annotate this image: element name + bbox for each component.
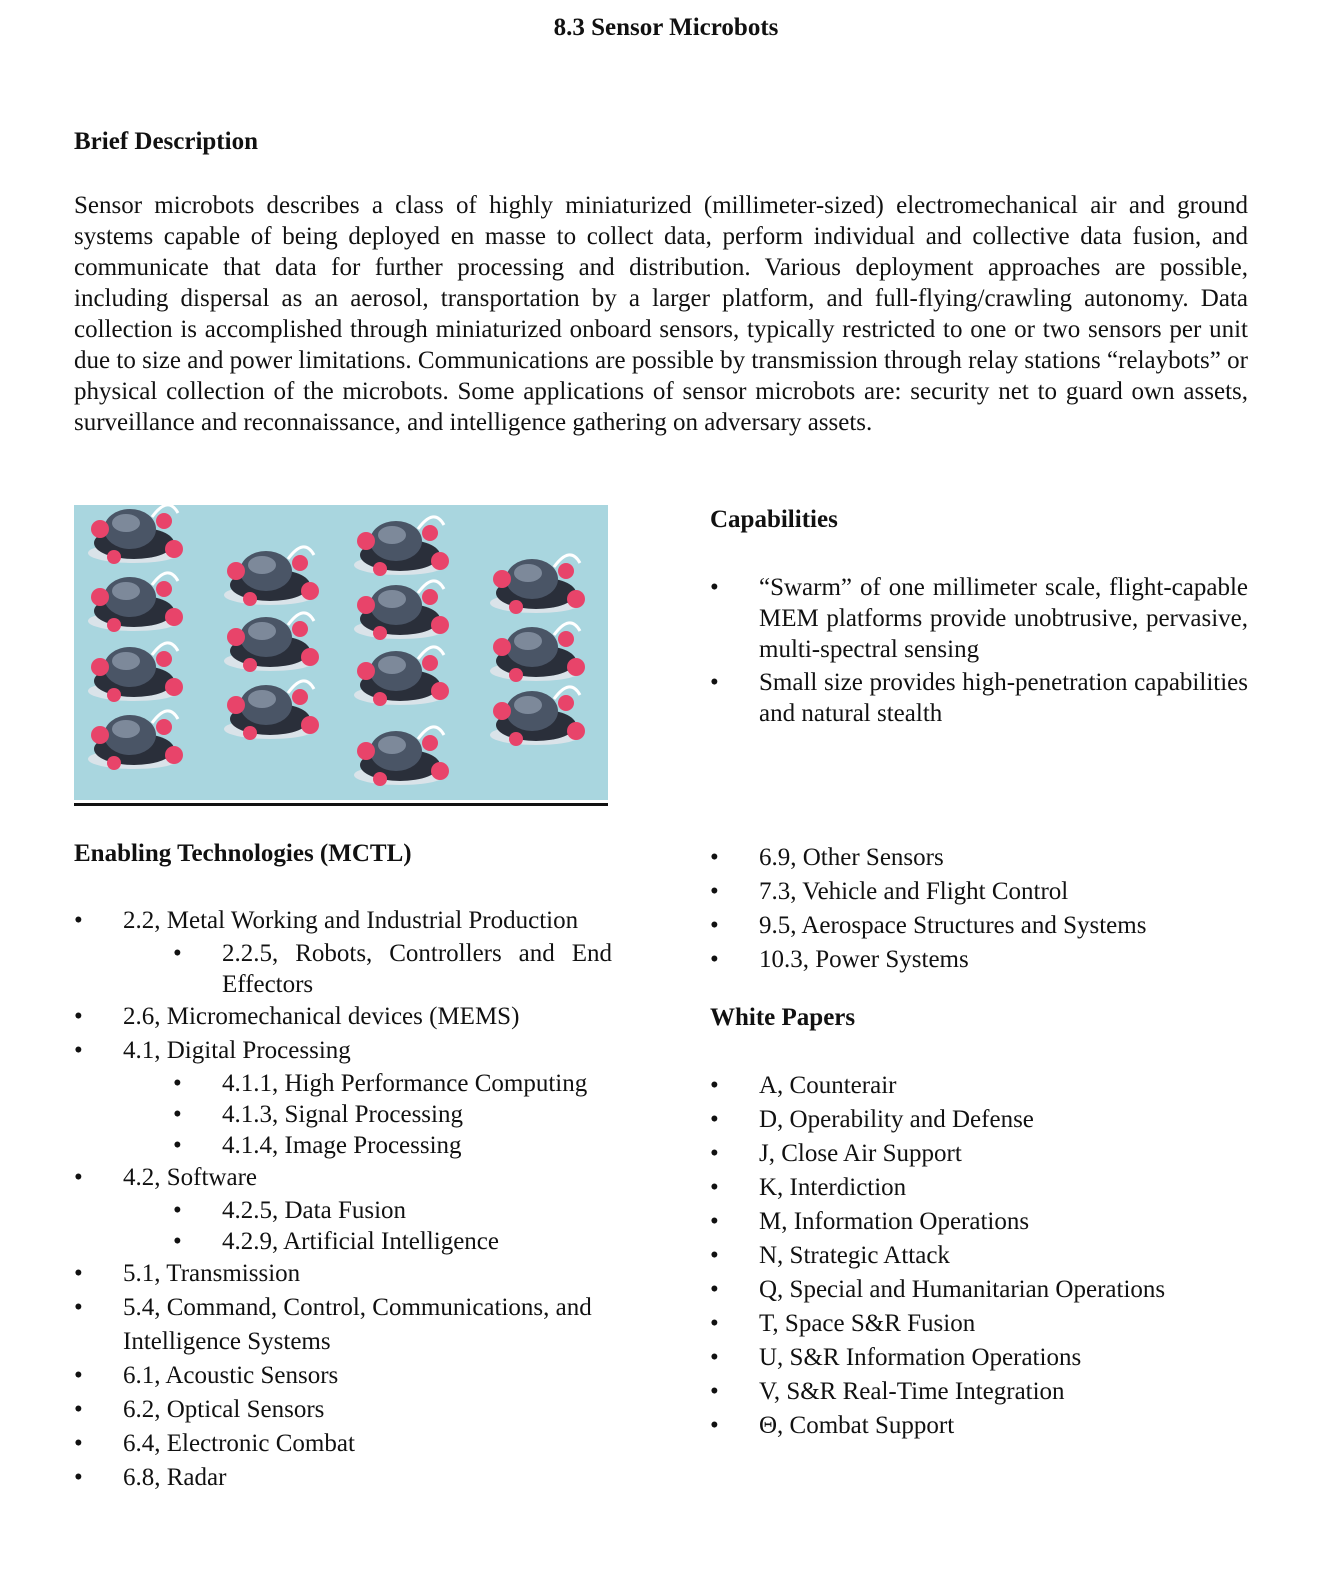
list-item: • 6.8, Radar	[74, 1461, 644, 1495]
list-item: • 6.1, Acoustic Sensors	[74, 1359, 644, 1393]
microbot-icon	[354, 581, 449, 640]
white-papers-heading: White Papers	[710, 1004, 856, 1031]
list-item-text: • 2.2.5, Robots, Controllers and End Effectors	[222, 940, 612, 998]
capabilities-list	[710, 572, 1248, 731]
list-item: • 4.1, Digital Processing	[74, 1034, 644, 1068]
list-item	[74, 1226, 644, 1257]
list-item	[74, 1195, 644, 1226]
list-item	[74, 1291, 644, 1359]
list-item	[74, 1130, 644, 1161]
microbot-icon	[490, 623, 585, 682]
brief-description-heading: Brief Description	[74, 128, 258, 155]
list-item: • M, Information Operations	[710, 1205, 1270, 1239]
microbot-icon	[354, 727, 449, 786]
list-item	[74, 1099, 644, 1130]
list-item: • 10.3, Power Systems	[710, 943, 1270, 977]
list-item: • K, Interdiction	[710, 1171, 1270, 1205]
microbot-icon	[490, 687, 585, 746]
list-item: • N, Strategic Attack	[710, 1239, 1270, 1273]
list-item-text: • 4.2.5, Data Fusion	[222, 1197, 407, 1224]
list-item: • 5.1, Transmission	[74, 1257, 644, 1291]
list-item: • Q, Special and Humanitarian Operations	[710, 1273, 1270, 1307]
list-item: • A, Counterair	[710, 1069, 1270, 1103]
list-item: • D, Operability and Defense	[710, 1103, 1270, 1137]
figure-divider	[74, 803, 608, 806]
brief-description-text: Sensor microbots describes a class of highly miniaturized (millimeter-sized) electromechanical air and ground systems capable of being deployed en masse to collect data, perform individual and collective data fusion, and communicate that data for further processing and distribution. Various deployment approaches are possible, including dispersal as an aerosol, transportation by a larger platform, and full-flying/crawling autonomy. Data collection is accomplished through miniaturized onboard sensors, typically restricted to one or two sensors per unit due to size and power limitations. Communications are possible by transmission through relay stations “relaybots” or physical collection of the microbots. Some applications of sensor microbots are: security net to guard own assets, surveillance and reconnaissance, and intelligence gathering on adversary assets.	[74, 192, 1248, 436]
list-item: • U, S&R Information Operations	[710, 1341, 1270, 1375]
microbot-icon	[88, 711, 183, 770]
list-item: • “Swarm” of one millimeter scale, flight-capable MEM platforms provide unobtrusive, pervasive, multi-spectral sensing	[710, 572, 1248, 665]
page-title: 8.3 Sensor Microbots	[553, 14, 779, 41]
list-item-text: • 4.1.1, High Performance Computing	[222, 1070, 588, 1097]
microbot-icon	[88, 643, 183, 702]
list-item: • T, Space S&R Fusion	[710, 1307, 1270, 1341]
microbots-illustration	[74, 505, 608, 800]
microbots-figure	[74, 505, 608, 800]
list-item: • V, S&R Real-Time Integration	[710, 1375, 1270, 1409]
enabling-technologies-list	[74, 904, 644, 1495]
list-item: • 7.3, Vehicle and Flight Control	[710, 875, 1270, 909]
list-item: • 2.6, Micromechanical devices (MEMS)	[74, 1000, 644, 1034]
list-item-text: • 4.1.3, Signal Processing	[222, 1101, 463, 1128]
list-item: • Small size provides high-penetration capabilities and natural stealth	[710, 667, 1248, 729]
microbot-icon	[224, 547, 319, 606]
white-papers-list	[710, 1069, 1270, 1443]
list-item: • 4.2, Software	[74, 1161, 644, 1195]
list-item	[74, 1068, 644, 1099]
microbot-icon	[354, 647, 449, 706]
list-item-text: • 4.1.4, Image Processing	[222, 1132, 462, 1159]
microbot-icon	[88, 505, 183, 564]
list-item-text: • 5.4, Command, Control, Communications, and Intelligence Systems	[123, 1294, 592, 1355]
microbot-icon	[490, 555, 585, 614]
microbot-icon	[224, 681, 319, 740]
list-item: • 6.4, Electronic Combat	[74, 1427, 644, 1461]
list-item: • Θ, Combat Support	[710, 1409, 1270, 1443]
list-item: • 6.9, Other Sensors	[710, 841, 1270, 875]
list-item: • 9.5, Aerospace Structures and Systems	[710, 909, 1270, 943]
list-item: • J, Close Air Support	[710, 1137, 1270, 1171]
microbot-icon	[354, 517, 449, 576]
microbot-icon	[224, 613, 319, 672]
list-item: • 6.2, Optical Sensors	[74, 1393, 644, 1427]
list-item: • 2.2, Metal Working and Industrial Production	[74, 904, 644, 938]
enabling-technologies-list-continued	[710, 841, 1270, 977]
microbot-icon	[88, 573, 183, 632]
list-item-text: • 4.2.9, Artificial Intelligence	[222, 1228, 499, 1255]
list-item	[74, 938, 644, 1000]
enabling-technologies-heading: Enabling Technologies (MCTL)	[74, 840, 412, 867]
capabilities-heading: Capabilities	[710, 506, 838, 533]
